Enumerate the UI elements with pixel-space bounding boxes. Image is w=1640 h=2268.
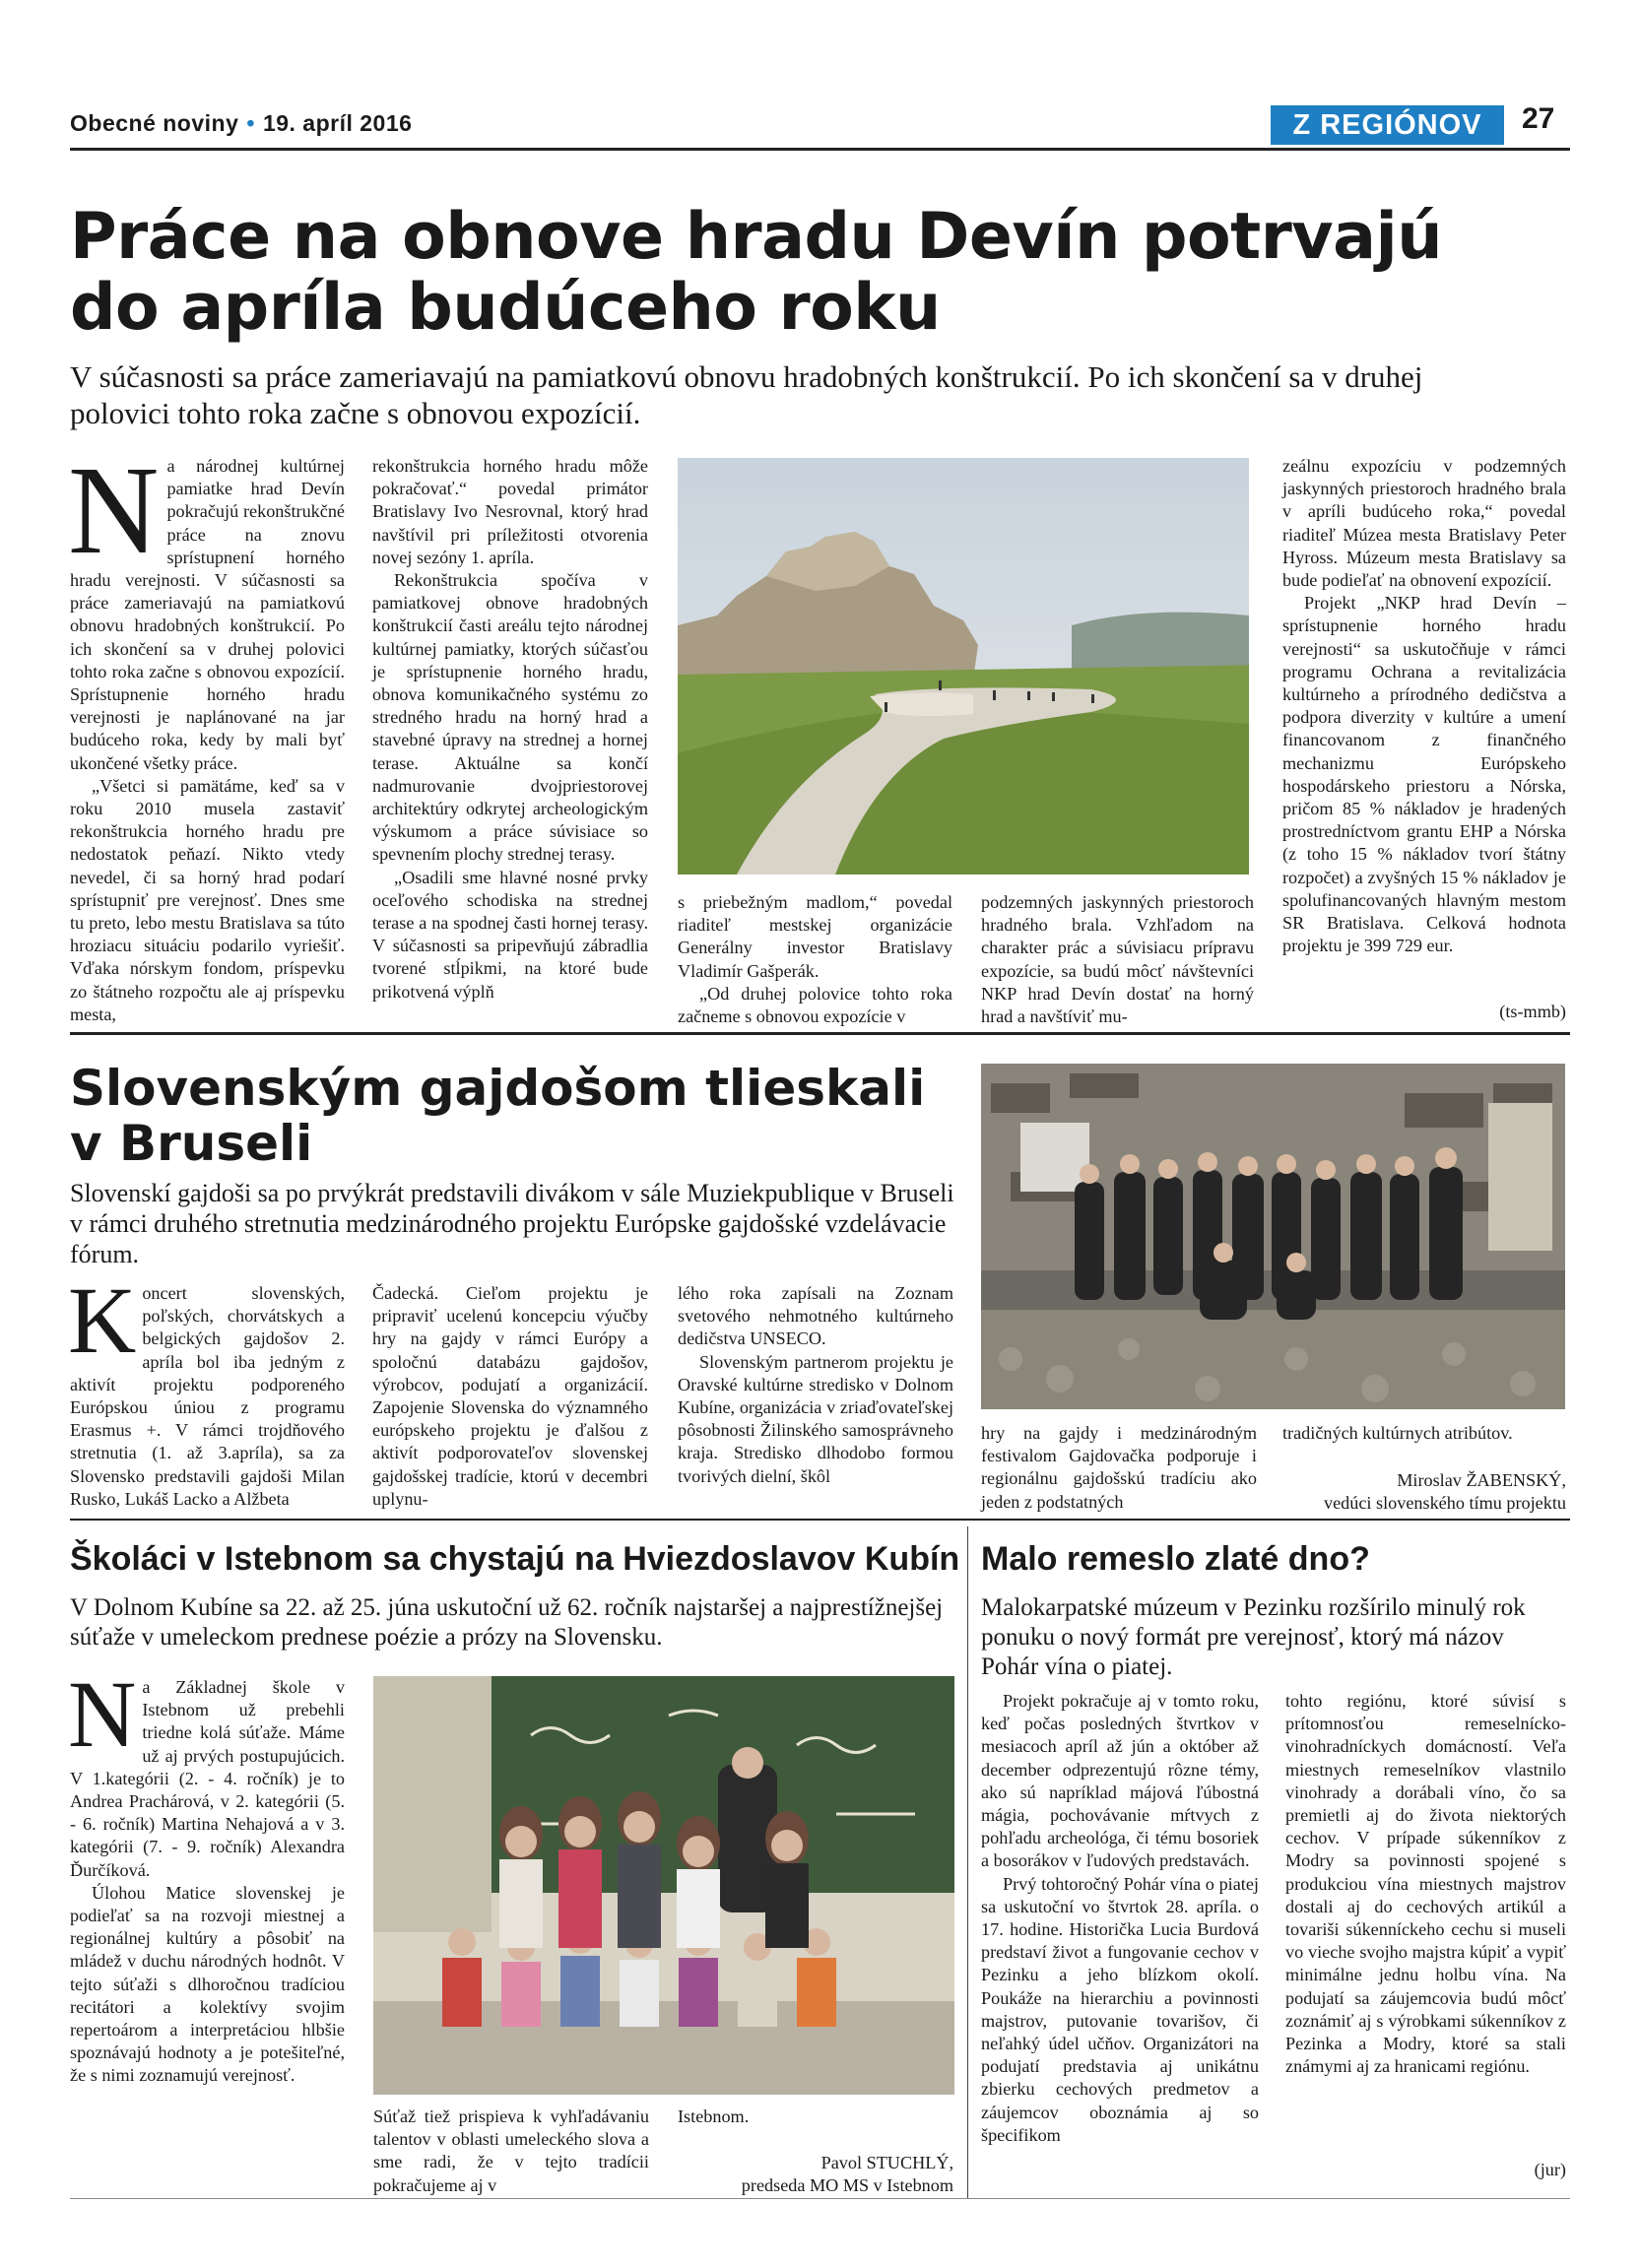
article-1-column-1: [68, 440, 345, 1026]
article-3-column-3: [678, 2106, 953, 2128]
drop-cap: N: [68, 1661, 137, 1767]
article-1-lead: V súčasnosti sa práce zameriavajú na pamiatkovú obnovu hradobných konštrukcií. Po ich skončení sa v druhej polovici tohto roka začne s obnovou expozícií.: [70, 359, 1423, 430]
author-role: predseda MO MS v Istebnom: [741, 2175, 953, 2195]
article-3-column-2: [373, 2106, 649, 2197]
article-4-lead: Malokarpatské múzeum v Pezinku rozšírilo minulý rok ponuku o nový formát pre verejnosť, ktorý má názov Pohár vína o piatej.: [981, 1594, 1526, 1680]
author-role: vedúci slovenského tímu projektu: [1324, 1493, 1566, 1513]
paragraph: Súťaž tiež prispieva k vyhľadávaniu talentov v oblasti umeleckého slova a sme radi, že v tejto tradícii pokračujeme aj v: [373, 2106, 649, 2195]
article-4-column-1: [981, 1690, 1259, 2147]
castle-photo-art: [678, 458, 1249, 875]
article-2-signature: [1241, 1469, 1566, 1515]
article-3-headline: Školáci v Istebnom sa chystajú na Hviezdoslavov Kubín: [70, 1540, 960, 1578]
bullet-icon: •: [246, 110, 255, 136]
paper-name: Obecné noviny: [70, 110, 239, 136]
paragraph: tradičných kultúrnych atribútov.: [1282, 1423, 1513, 1443]
headline-line-1: Slovenským gajdošom tlieskali: [70, 1060, 926, 1117]
column-divider: [967, 1526, 968, 2198]
divider-rule: [70, 1519, 1570, 1521]
school-children-photo: [373, 1676, 954, 2095]
article-3-column-1: [68, 1661, 345, 2088]
article-1-column-2: [372, 455, 648, 1004]
paragraph: „Všetci si pamätáme, keď sa v roku 2010 musela zastaviť rekonštrukcia horného hradu pre nedostatok peňazí. Nikto vtedy nevedel, či sa horný hrad podarí sprístupniť pre verejnosť. Dnes sme tu preto, lebo mestu Bratislava sa túto hroziacu situáciu podarilo vyriešiť. Vďaka nórskym fondom, príspevku zo štátneho rozpočtu ale aj príspevku mesta,: [70, 775, 345, 1024]
article-1-column-5: [1282, 455, 1566, 957]
page-number: 27: [1522, 102, 1555, 135]
paragraph: rekonštrukcia horného hradu môže pokračovať.“ povedal primátor Bratislavy Ivo Nesrovnal, ktorý hrad navštívil pri príležitosti otvorenia novej sezóny 1. apríla.: [372, 456, 648, 567]
article-2-column-3: [678, 1282, 953, 1488]
paragraph: zeálnu expozíciu v podzemných jaskynných priestoroch hradného brala v apríli budúceho roka,“ povedal riaditeľ Múzea mesta Bratislavy Peter Hyross. Múzeum mesta Bratislavy sa bude podieľať na obnovení expozícií.: [1282, 456, 1566, 591]
headline-line-2: do apríla budúceho roku: [70, 271, 941, 345]
paragraph: s priebežným madlom,“ povedal riaditeľ mestskej organizácie Generálny investor Bratislavy Vladimír Gašperák.: [678, 892, 952, 981]
article-4-column-2: [1285, 1690, 1566, 2078]
paragraph: Projekt „NKP hrad Devín – sprístupnenie horného hradu verejnosti“ sa uskutočňuje v rámci programu Ochrana a revitalizácia kultúrneho a prírodného dedičstva a podpora diverzity v kultúre a umení financovanom z finančného mechanizmu Európskeho hospodárskeho priestoru a Nórska, pričom 85 % nákladov je hradených prostredníctvom grantu EHP a Nórska (z toho 15 % nákladov tvorí štátny rozpočet) a zvyšných 15 % nákladov je spolufinancovaných hlavným mestom SR Bratislava. Celková hodnota projektu je 399 729 eur.: [1282, 593, 1566, 956]
article-1-column-3: [678, 891, 952, 1028]
article-2-lead: Slovenskí gajdoši sa po prvýkrát predstavili divákom v sále Muziekpublique v Bruseli v rámci druhého stretnutia medzinárodného projektu Európske gajdošské vzdelávacie fórum.: [70, 1179, 954, 1268]
running-head: [70, 110, 412, 137]
article-2-column-1: [68, 1267, 345, 1511]
article-4-signature: (jur): [1534, 2160, 1566, 2179]
paragraph: Prvý tohtoročný Pohár vína o piatej sa uskutoční vo štvrtok 28. apríla. o 17. hodine. Historička Lucia Burdová predstaví život a fungovanie cechov v Pezinku a jeho blízkom okolí. Poukáže na hierarchiu a povinnosti majstrov, putovanie tovarišov, či neľahký údel učňov. Organizátori na podujatí predstavia aj unikátnu zbierku cechových predmetov a záujemcov oboznámia aj so špecifikom: [981, 1873, 1259, 2145]
paragraph: Úlohou Matice slovenskej je podieľať sa na rozvoji miestnej a regionálnej kultúry a pôsobiť na mládež v duchu národných hodnôt. V tejto súťaži s dlhoročnou tradíciou recitátori a kolektívy svojim repertoárom a interpretáciou hlbšie spoznávajú hodnoty a je potešiteľné, že s nimi zoznamujú verejnosť.: [70, 1882, 345, 2086]
paragraph: Čadecká. Cieľom projektu je pripraviť ucelenú koncepciu výučby hry na gajdy v rámci Európy a spoločnú databázu gajdošov, výrobcov, podujatí a organizácií. Zapojenie Slovenska do významného európskeho projektu je ďalšou z aktivít podporovateľov slovenskej gajdošskej tradície, ktorú v decembri uplynu-: [372, 1283, 648, 1509]
drop-cap: N: [68, 440, 160, 580]
article-3-lead: V Dolnom Kubíne sa 22. až 25. júna uskutoční už 62. ročník najstaršej a najprestížnejšej súťaže v umeleckom prednese poézie a prózy na Slovensku.: [70, 1594, 944, 1651]
paragraph: podzemných jaskynných priestoroch hradného brala. Vzhľadom na charakter prác a súvisiacu prípravu expozície, sa budú môcť návštevníci NKP hrad Devín dostať na horný hrad a navštíviť mu-: [981, 892, 1254, 1027]
article-2-column-4: [981, 1422, 1257, 1514]
article-3-signature: [678, 2152, 953, 2197]
author-name: Pavol STUCHLÝ,: [820, 2153, 953, 2172]
headline-line-2: v Bruseli: [70, 1115, 313, 1172]
paragraph: tohto regiónu, ktoré súvisí s prítomnosťou remeselnícko-vinohradníckych domácností. Veľa miestnych remeselníkov vlastnilo vinohrady a dorábali víno, čo sa premietli aj do života niektorých cechov. V prípade súkenníkov z Modry sa povinnosti spojené s produkciou vína miestnych majstrov dostali aj do cechových artikúl a tovariši súkenníckeho cechu si museli vo vieche svojho majstra kúpiť a vypiť minimálne jednu holbu vína. Na podujatí sa záujemcovia budú môcť zoznámiť aj s výrobkami súkenníkov z Pezinka a Modry, ktoré sa stali známymi aj za hranicami regiónu.: [1285, 1691, 1566, 2077]
divider-rule: [70, 1032, 1570, 1035]
article-1-column-4: [981, 891, 1254, 1028]
bagpipers-group-photo: [981, 1064, 1565, 1409]
article-1-signature: (ts-mmb): [1499, 1002, 1566, 1021]
article-2-headline: [70, 1061, 976, 1171]
paragraph: „Osadili sme hlavné nosné prvky oceľového schodiska na strednej terase a na spodnej časti hornej terasy. V súčasnosti sa pripevňujú zábradlia tvorené stĺpikmi, na ktoré bude prikotvená výplň: [372, 867, 648, 1002]
article-4-headline: Malo remeslo zlaté dno?: [981, 1540, 1370, 1578]
issue-date: 19. apríl 2016: [262, 110, 413, 136]
paragraph: Rekonštrukcia spočíva v pamiatkovej obnove hradobných konštrukcií časti areálu tejto národnej kultúrnej pamiatky, ktorých súčasťou je sprístupnenie horného hradu, obnova komunikačného systému zo stredného hradu na horný hrad a stavebné úpravy na strednej a hornej terase. Aktuálne sa končí nadmurovanie dvojpriestorovej architektúry odkrytej archeologickým výskumom a práce súvisiace so spevnením plochy strednej terasy.: [372, 570, 648, 865]
headline-line-1: Práce na obnove hradu Devín potrvajú: [70, 200, 1443, 274]
paragraph: a národnej kultúrnej pamiatke hrad Devín pokračujú rekonštrukčné práce na znovu sprístupnení horného hradu verejnosti. V súčasnosti sa práce zameriavajú na pamiatkovú obnovu hradobných konštrukcií. Po ich skončení sa v druhej polovici tohto roka začne s obnovou expozícií. Sprístupnenie horného hradu verejnosti je naplánované na jar budúceho roka, kedy by mali byť ukončené všetky práce.: [70, 456, 345, 773]
section-tag: Z REGIÓNOV: [1271, 105, 1504, 145]
article-2-column-2: [372, 1282, 648, 1511]
children-photo-art: [373, 1676, 954, 2095]
paragraph: a Základnej škole v Istebnom už prebehli triedne kolá súťaže. Máme už aj prvých postupujúcich. V 1.kategórii (2. - 4. ročník) je to Andrea Prachárová, v 2. kategórii (5. - 6. ročník) Martina Nehajová a v 3. kategórii (7. - 9. ročník) Alexandra Ďurčíková.: [70, 1677, 345, 1880]
article-2-column-5: [1282, 1422, 1566, 1445]
paragraph: Slovenským partnerom projektu je Oravské kultúrne stredisko v Dolnom Kubíne, organizácia v zriaďovateľskej pôsobnosti Žilinského samosprávneho kraja. Stredisko dlhodobo formou tvorivých dielní, škôl: [678, 1351, 953, 1486]
drop-cap: K: [68, 1267, 137, 1373]
paragraph: Istebnom.: [678, 2106, 750, 2126]
paragraph: oncert slovenských, poľských, chorvátskych a belgických gajdošov 2. apríla bol iba jedným z aktivít projektu podporeného Európskou úniou z programu Erasmus +. V rámci trojdňového stretnutia (1. až 3.apríla), sa za Slovensko predstavili gajdoši Milan Rusko, Lukáš Lacko a Alžbeta: [70, 1283, 345, 1509]
paragraph: lého roka zapísali na Zoznam svetového nehmotného kultúrneho dedičstva UNSECO.: [678, 1283, 953, 1349]
bottom-rule: [70, 2198, 1570, 2199]
article-1-headline: [70, 202, 1587, 344]
devin-castle-photo: [678, 458, 1249, 875]
paragraph: „Od druhej polovice tohto roka začneme s obnovou expozície v: [678, 983, 952, 1027]
group-photo-art: [981, 1064, 1565, 1409]
paragraph: Projekt pokračuje aj v tomto roku, keď počas posledných štvrtkov v mesiacoch apríl až jún a október až december odprezentujú rôzne témy, ako sú napríklad májová ľúbostná mágia, pochovávanie mŕtvych z pohľadu archeológa, či tému bosoriek a bosorákov v ľudových predstavách.: [981, 1691, 1259, 1871]
header-rule: [70, 148, 1570, 151]
author-name: Miroslav ŽABENSKÝ,: [1397, 1470, 1566, 1490]
paragraph: hry na gajdy i medzinárodným festivalom Gajdovačka podporuje i regionálnu gajdošskú tradíciu ako jeden z podstatných: [981, 1423, 1257, 1512]
